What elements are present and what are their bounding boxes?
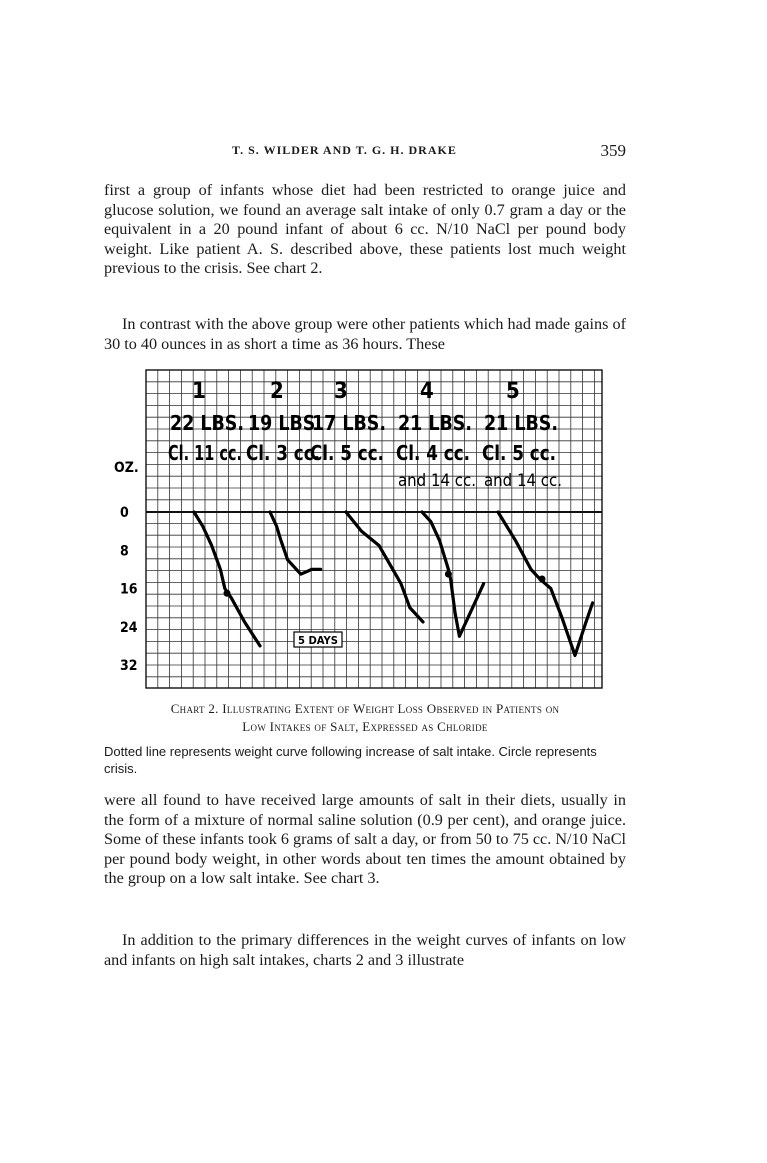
chart-svg — [112, 364, 608, 692]
y-tick-label: 24 — [120, 619, 138, 636]
patient-chloride: Cl. 3 cc. — [246, 441, 320, 465]
duration-marker-label: 5 DAYS — [298, 634, 338, 647]
crisis-marker — [445, 571, 452, 578]
weight-loss-chart — [112, 364, 608, 692]
patient-weight: 19 LBS. — [248, 411, 322, 435]
patient-number: 3 — [334, 379, 348, 404]
patient-chloride: Cl. 5 cc. — [310, 441, 384, 465]
paragraph-1: first a group of infants whose diet had been restricted to orange juice and glucose solution, we found an average salt intake of only 0.7 gram a day or the equivalent in a 20 pound infant of about 6 cc. N/10 NaCl per pound body weight. Like patient A. S. described above, these patients lost much weight previous to the crisis. See chart 2. — [104, 181, 626, 278]
y-tick-label: 8 — [120, 543, 129, 560]
patient-number: 4 — [420, 379, 434, 404]
patient-chloride: Cl. 5 cc. — [482, 441, 556, 465]
patient-chloride: Cl. 11 cc. — [168, 441, 242, 465]
patient-number: 2 — [270, 379, 284, 404]
paragraph-4 — [104, 931, 626, 970]
weight-curve — [270, 512, 321, 574]
patient-number: 1 — [192, 379, 206, 404]
patient-weight: 21 LBS. — [398, 411, 472, 435]
y-tick-label: 16 — [120, 581, 138, 598]
crisis-marker — [224, 590, 231, 597]
chart-note: Dotted line represents weight curve following increase of salt intake. Circle represents crisis. — [104, 744, 597, 776]
y-tick-label: 0 — [120, 505, 129, 521]
patient-weight: 21 LBS. — [484, 411, 558, 435]
weight-curve — [346, 512, 423, 622]
weight-curve — [194, 512, 260, 646]
patient-chloride-extra: and 14 cc. — [484, 471, 562, 491]
patient-chloride: Cl. 4 cc. — [396, 441, 470, 465]
patient-chloride-extra: and 14 cc. — [398, 471, 476, 491]
running-head: T. S. WILDER AND T. G. H. DRAKE — [232, 143, 457, 157]
patient-weight: 17 LBS. — [312, 411, 386, 435]
page-header — [104, 141, 626, 165]
patient-number: 5 — [506, 379, 520, 404]
patient-weight: 22 LBS. — [170, 411, 244, 435]
y-tick-label: 32 — [120, 658, 138, 674]
paragraph-2 — [104, 315, 626, 354]
page-number: 359 — [600, 141, 626, 160]
crisis-marker — [539, 575, 546, 582]
paragraph-3: were all found to have received large amounts of salt in their diets, usually in the form of a mixture of normal saline solution (0.9 per cent), and orange juice. Some of these infants took 6 grams of salt a day, or from 50 to 75 cc. N/10 NaCl per pound body weight, in other words about ten times the amount obtained by the group on a low salt intake. See chart 3. — [104, 791, 626, 888]
y-axis-unit-label: OZ. — [114, 460, 139, 476]
paragraph-2-text: In contrast with the above group were other patients which had made gains of 30 to 40 ounces in as short a time as 36 hours. These — [104, 315, 626, 353]
chart-caption-line-2: Low Intakes of Salt, Expressed as Chloride — [242, 719, 488, 734]
paragraph-4-text: In addition to the primary differences in the weight curves of infants on low and infants on high salt intakes, charts 2 and 3 illustrate — [104, 931, 626, 969]
chart-caption-line-1: Chart 2. Illustrating Extent of Weight Loss Observed in Patients on — [170, 701, 560, 716]
